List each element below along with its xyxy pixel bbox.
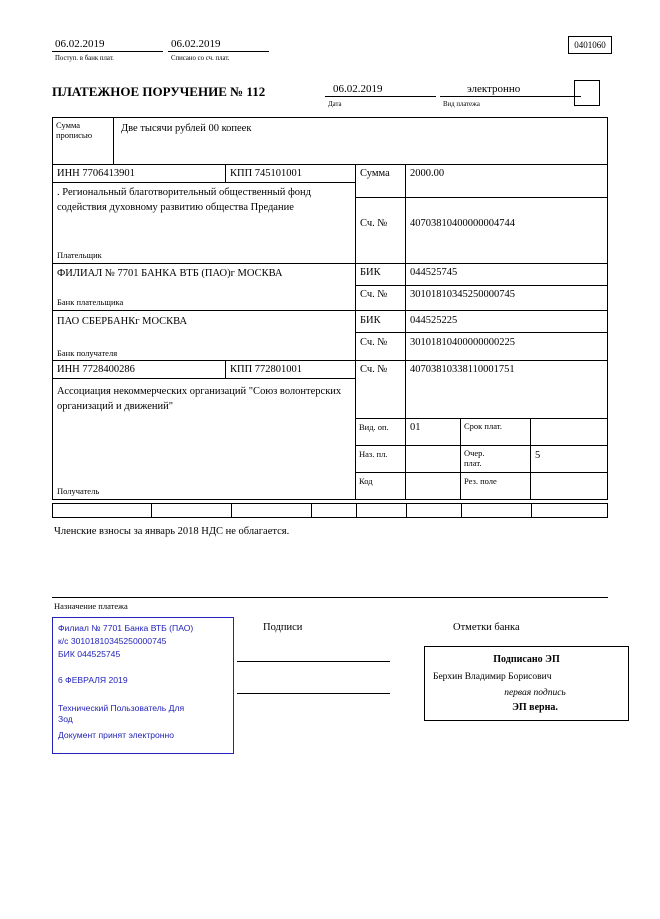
document-date-value: 06.02.2019 xyxy=(325,83,436,97)
payee-account: 40703810338110001751 xyxy=(410,364,515,375)
strip-divider xyxy=(311,504,312,517)
purpose-text: Членские взносы за январь 2018 НДС не облагается. xyxy=(54,526,290,537)
stamp-line: БИК 044525745 xyxy=(58,649,121,659)
payee-label: Получатель xyxy=(57,486,100,496)
bank-marks-label: Отметки банка xyxy=(453,622,520,633)
stamp-line: 6 ФЕВРАЛЯ 2019 xyxy=(58,675,128,685)
signed-ep-title: Подписано ЭП xyxy=(493,654,560,665)
debited-date-label: Списано со сч. плат. xyxy=(171,55,230,62)
table-border xyxy=(355,164,356,500)
table-border xyxy=(225,360,226,378)
strip-divider xyxy=(531,504,532,517)
strip-divider xyxy=(231,504,232,517)
strip-divider xyxy=(406,504,407,517)
purpose-underline xyxy=(52,597,608,598)
naz-pl-label: Наз. пл. xyxy=(359,449,388,459)
payee-bank-bik: 044525225 xyxy=(410,315,458,326)
signature-line xyxy=(237,661,390,662)
payee-kpp: КПП 772801001 xyxy=(230,364,303,375)
requisites-table xyxy=(52,164,608,500)
form-code-box: 0401060 xyxy=(568,36,612,54)
signer-name: Берхин Владимир Борисович xyxy=(433,672,552,682)
received-date-value: 06.02.2019 xyxy=(52,38,163,52)
ocher-plat-value: 5 xyxy=(535,450,541,461)
sum-value: 2000.00 xyxy=(410,168,445,179)
payer-bank-bik-label: БИК xyxy=(360,267,381,278)
debited-date-value: 06.02.2019 xyxy=(168,38,269,52)
electronic-signature-stamp xyxy=(424,646,629,721)
payee-bank-name: ПАО СБЕРБАНКг МОСКВА xyxy=(57,316,188,327)
ocher-plat-label: Очер. плат. xyxy=(464,448,485,468)
stamp-line: Технический Пользователь Для Зод xyxy=(58,703,185,724)
stamp-line: Филиал № 7701 Банка ВТБ (ПАО) xyxy=(58,623,194,633)
stamp-line: Документ принят электронно xyxy=(58,730,175,740)
ep-verified: ЭП верна. xyxy=(512,702,558,713)
payer-name: . Региональный благотворительный общественный фонд содействия духовному развитию общества Предание xyxy=(57,187,311,213)
sum-label: Сумма xyxy=(360,168,390,179)
table-border xyxy=(52,499,608,500)
table-border xyxy=(355,285,608,286)
payer-inn: ИНН 7706413901 xyxy=(57,168,135,179)
table-border xyxy=(355,418,608,419)
payment-type-label: Вид платежа xyxy=(443,101,480,108)
payer-account-label: Сч. № xyxy=(360,218,388,229)
table-border xyxy=(52,310,608,311)
payee-bank-label: Банк получателя xyxy=(57,348,118,358)
payer-bank-account: 30101810345250000745 xyxy=(410,289,515,300)
payer-bank-bik: 044525745 xyxy=(410,267,458,278)
table-border xyxy=(355,332,608,333)
payee-account-label: Сч. № xyxy=(360,364,388,375)
table-border xyxy=(52,164,53,500)
amount-in-words-value: Две тысячи рублей 00 копеек xyxy=(121,123,252,134)
table-border xyxy=(52,378,355,379)
payee-bank-bik-label: БИК xyxy=(360,315,381,326)
bank-electronic-stamp xyxy=(52,617,234,754)
amount-in-words-row xyxy=(52,117,608,165)
strip-divider xyxy=(151,504,152,517)
table-border xyxy=(52,182,355,183)
tax-fields-strip xyxy=(52,503,608,518)
payee-bank-account: 30101810400000000225 xyxy=(410,337,515,348)
purpose-label: Назначение платежа xyxy=(54,601,128,611)
payment-type-value: электронно xyxy=(440,83,581,97)
vid-op-label: Вид. оп. xyxy=(359,422,389,432)
received-date-label: Поступ. в банк плат. xyxy=(55,55,114,62)
document-date-label: Дата xyxy=(328,101,342,108)
table-border xyxy=(52,164,608,165)
table-border xyxy=(355,445,608,446)
payee-inn: ИНН 7728400286 xyxy=(57,364,135,375)
signature-line xyxy=(237,693,390,694)
rez-pole-label: Рез. поле xyxy=(464,476,497,486)
table-border xyxy=(355,472,608,473)
table-border xyxy=(530,418,531,499)
vid-op-value: 01 xyxy=(410,422,421,433)
payer-account: 40703810400000004744 xyxy=(410,218,515,229)
payer-bank-label: Банк плательщика xyxy=(57,297,124,307)
table-border xyxy=(355,197,608,198)
table-border xyxy=(607,164,608,500)
amount-in-words-label: Сумма прописью xyxy=(53,118,114,164)
payer-bank-account-label: Сч. № xyxy=(360,289,388,300)
stamp-line: к/с 30101810345250000745 xyxy=(58,636,167,646)
table-border xyxy=(225,164,226,182)
payee-name: Ассоциация некоммерческих организаций "Союз волонтерских организаций и движений" xyxy=(57,386,342,412)
signature-kind: первая подпись xyxy=(504,688,566,698)
payer-bank-name: ФИЛИАЛ № 7701 БАНКА ВТБ (ПАО)г МОСКВА xyxy=(57,268,283,279)
payer-kpp: КПП 745101001 xyxy=(230,168,303,179)
strip-divider xyxy=(461,504,462,517)
document-title: ПЛАТЕЖНОЕ ПОРУЧЕНИЕ № 112 xyxy=(52,84,266,99)
table-border xyxy=(52,263,608,264)
table-border xyxy=(405,164,406,500)
status-code-box xyxy=(574,80,600,106)
payer-label: Плательщик xyxy=(57,250,102,260)
signatures-label: Подписи xyxy=(263,622,303,633)
payee-bank-account-label: Сч. № xyxy=(360,337,388,348)
srok-plat-label: Срок плат. xyxy=(464,421,502,431)
table-border xyxy=(52,360,608,361)
table-border xyxy=(460,418,461,499)
kod-label: Код xyxy=(359,476,373,486)
strip-divider xyxy=(356,504,357,517)
